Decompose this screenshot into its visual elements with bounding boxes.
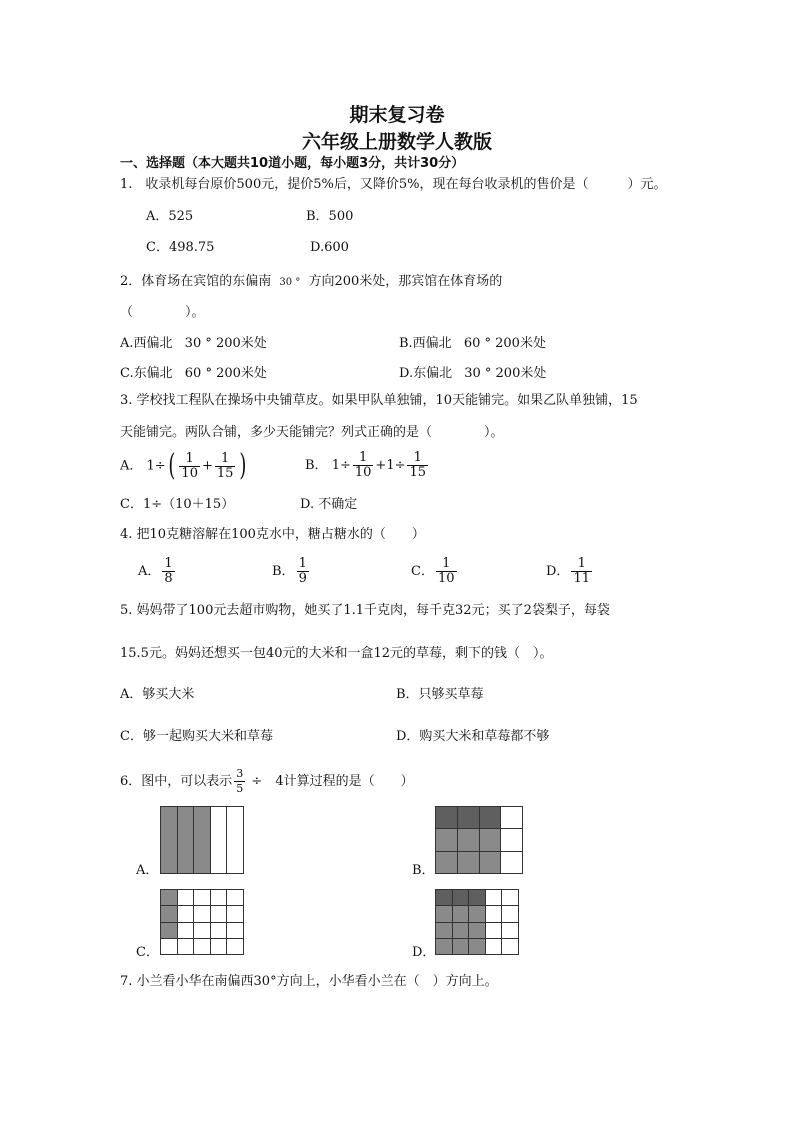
q4-a-fraction: $\frac{1}{8}$ (164, 556, 173, 586)
q6-figure-d (435, 889, 519, 955)
q3-b-fraction-1: $\frac{1}{10}$ (354, 450, 372, 480)
q6-figure-a (160, 806, 244, 874)
q2-option-c-value: 60 ° 200米处 (184, 366, 267, 381)
q3-option-b (305, 451, 430, 481)
q4-b-fraction: $\frac{1}{9}$ (298, 556, 307, 586)
q2-option-d-value: 30 ° 200米处 (464, 366, 547, 381)
q6-figure-c (160, 889, 244, 955)
q2-stem-part1: 2．体育场在宾馆的东偏南 (120, 274, 272, 289)
q2-option-c (120, 366, 267, 382)
q5-option-a: A．够买大米 (120, 687, 195, 702)
q2-option-d (399, 366, 546, 382)
q2-option-a-label: A.西偏北 (120, 336, 173, 351)
q1-option-a: A．525 (146, 209, 194, 224)
q3-option-c: C．1÷（10＋15） (120, 497, 235, 512)
q2-option-b (399, 336, 546, 352)
q2-blank: （ ）。 (120, 305, 205, 320)
q5-stem-line2: 15.5元。妈妈还想买一包40元的大米和一盒12元的草莓，剩下的钱（ ）。 (120, 646, 553, 661)
q6-label-d: D． (412, 945, 436, 960)
q1-stem: 1. 收录机每台原价500元，提价5%后，又降价5%，现在每台收录机的售价是（ ）元。 (120, 177, 667, 192)
q3-option-b-label: B． (305, 458, 328, 473)
q4-option-b (272, 556, 311, 588)
section-heading: 一、选择题（本大题共10道小题，每小题3分，共计30分） (120, 156, 465, 171)
q2-option-b-value: 60 ° 200米处 (463, 336, 546, 351)
q2-option-c-label: C.东偏北 (120, 366, 173, 381)
q4-option-c-label: C． (411, 564, 434, 579)
q1-option-b: B．500 (306, 209, 354, 224)
q4-option-b-label: B． (272, 564, 295, 579)
q1-option-d: D.600 (310, 240, 349, 255)
q2-option-a-value: 30 ° 200米处 (184, 336, 267, 351)
q3-option-b-one: 1÷ (331, 458, 351, 473)
q6-fraction: $\frac{3}{5}$ (236, 767, 244, 795)
q3-b-mid: +1÷ (375, 458, 406, 473)
q1-option-c: C．498.75 (146, 240, 215, 255)
q6-label-b: B． (412, 863, 435, 878)
q3-stem-line2: 天能铺完。两队合铺，多少天能铺完？列式正确的是（ ）。 (120, 425, 504, 440)
q6-label-a: A． (136, 863, 159, 878)
q6-stem (120, 766, 414, 798)
q4-option-a-label: A． (138, 564, 161, 579)
q2-stem (120, 274, 502, 291)
q2-option-a (120, 336, 267, 352)
q7-stem: 7. 小兰看小华在南偏西30°方向上，小华看小兰在（ ）方向上。 (120, 974, 498, 989)
q5-option-c: C．够一起购买大米和草莓 (120, 729, 273, 744)
q3-option-a-one: 1÷ (146, 458, 166, 474)
q3-a-plus: + (201, 458, 213, 474)
q4-d-fraction: $\frac{1}{11}$ (573, 556, 590, 586)
q2-stem-part2: 方向200米处，那宾馆在体育场的 (308, 274, 503, 289)
q2-option-d-label: D.东偏北 (399, 366, 453, 381)
q5-option-b: B．只够买草莓 (396, 687, 484, 702)
q4-option-c (411, 556, 459, 588)
q4-c-fraction: $\frac{1}{10}$ (437, 556, 455, 586)
q6-figure-b (435, 806, 523, 874)
q4-stem: 4. 把10克糖溶解在100克水中，糖占糖水的（ ） (120, 527, 425, 542)
q4-option-d-label: D． (546, 564, 570, 579)
q5-option-d: D．购买大米和草莓都不够 (396, 729, 550, 744)
q3-a-fraction-1: $\frac{1}{10}$ (181, 450, 198, 481)
q3-a-fraction-2: $\frac{1}{15}$ (216, 450, 234, 481)
q3-left-paren: ( (168, 448, 176, 483)
q3-option-a-label: A． (120, 458, 143, 474)
q3-right-paren: ) (239, 448, 247, 483)
q6-stem-part1: 6．图中，可以表示 (120, 774, 233, 789)
q5-stem-line1: 5. 妈妈带了100元去超市购物，她买了1.1千克肉，每千克32元；买了2袋梨子，每袋 (120, 603, 610, 618)
q2-option-b-label: B.西偏北 (399, 336, 452, 351)
q6-label-c: C． (136, 945, 159, 960)
q3-b-fraction-2: $\frac{1}{15}$ (409, 450, 427, 480)
q3-stem-line1: 3. 学校找工程队在操场中央铺草皮。如果甲队单独铺，10天能铺完。如果乙队单独铺，15 (120, 393, 638, 408)
q3-option-a (120, 448, 249, 483)
exam-title: 期末复习卷 (349, 104, 445, 126)
q3-option-d: D. 不确定 (300, 497, 358, 512)
q2-stem-angle: 30 ° (279, 277, 301, 288)
q4-option-d (546, 556, 594, 588)
q4-option-a (138, 556, 177, 588)
exam-subtitle: 六年级上册数学人教版 (301, 131, 492, 153)
q6-stem-part2: ÷ 4计算过程的是（ ） (251, 774, 414, 789)
